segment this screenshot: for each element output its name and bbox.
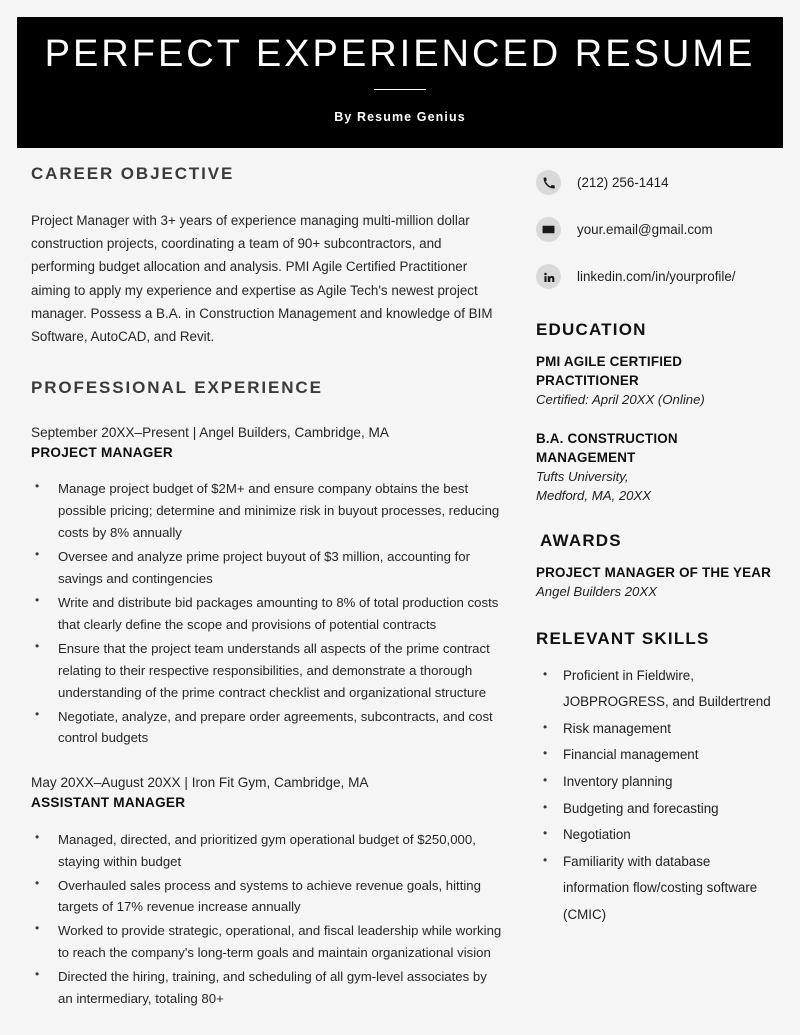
skill-item: • Budgeting and forecasting	[536, 796, 776, 823]
resume-body	[0, 148, 800, 1035]
job-bullet: • Oversee and analyze prime project buyout of $3 million, accounting for savings and contingencies	[31, 546, 503, 590]
education-entry	[536, 429, 776, 505]
experience-entry	[31, 773, 503, 1010]
job-meta: September 20XX–Present | Angel Builders, Cambridge, MA	[31, 425, 389, 441]
job-bullet: • Overhauled sales process and systems to achieve revenue goals, hitting targets of 17% revenue increase annually	[31, 875, 503, 919]
skill-item: • Financial management	[536, 742, 776, 769]
contact-linkedin[interactable]	[536, 264, 776, 289]
education-title: B.A. CONSTRUCTION MANAGEMENT	[536, 430, 678, 465]
job-meta: May 20XX–August 20XX | Iron Fit Gym, Cambridge, MA	[31, 775, 369, 791]
job-bullet-list	[31, 478, 503, 749]
contact-phone[interactable]	[536, 170, 776, 195]
email-address: your.email@gmail.com	[577, 221, 713, 237]
header-divider-rule	[374, 89, 426, 90]
job-title: PROJECT MANAGER	[31, 444, 173, 460]
relevant-skills-heading: RELEVANT SKILLS	[536, 628, 710, 648]
education-detail: Certified: April 20XX (Online)	[536, 392, 705, 408]
email-icon	[536, 217, 561, 242]
job-bullet: • Ensure that the project team understands all aspects of the prime contract relating to their respective responsibilities, and demonstrate a thorough understanding of the prime contract checklist and organizational structure	[31, 638, 503, 704]
phone-number: (212) 256-1414	[577, 174, 669, 190]
award-entry	[536, 563, 776, 601]
career-objective-heading: CAREER OBJECTIVE	[31, 164, 235, 183]
experience-entry	[31, 423, 503, 749]
education-entry	[536, 352, 776, 409]
education-detail: Medford, MA, 20XX	[536, 487, 652, 503]
resume-title: PERFECT EXPERIENCED RESUME	[44, 33, 756, 75]
skill-item: • Negotiation	[536, 822, 776, 849]
job-bullet: • Managed, directed, and prioritized gym operational budget of $250,000, staying within budget	[31, 829, 503, 873]
right-column	[536, 148, 776, 928]
job-bullet: • Manage project budget of $2M+ and ensure company obtains the best possible pricing; determine and minimize risk in buyout processes, reducing costs by 8% annually	[31, 478, 503, 544]
skill-item: • Inventory planning	[536, 769, 776, 796]
job-title: ASSISTANT MANAGER	[31, 795, 186, 811]
phone-icon	[536, 170, 561, 195]
professional-experience-heading: PROFESSIONAL EXPERIENCE	[31, 377, 323, 397]
skill-item: • Familiarity with database information flow/costing software (CMIC)	[536, 849, 776, 929]
career-objective-text: Project Manager with 3+ years of experience managing multi-million dollar construction projects, coordinating a team of 90+ subcontractors, and performing budget allocation and analysis. PMI Agile Certified Practitioner aiming to apply my experience and expertise as Agile Tech's newest project manager. Possess a B.A. in Construction Management and knowledge of BIM Software, AutoCAD, and Revit.	[31, 213, 493, 344]
skill-item: • Risk management	[536, 716, 776, 743]
contact-list	[536, 170, 776, 289]
left-column	[31, 148, 503, 1012]
award-detail: Angel Builders 20XX	[536, 584, 657, 600]
resume-byline: By Resume Genius	[334, 109, 466, 124]
education-title: PMI AGILE CERTIFIED PRACTITIONER	[536, 354, 683, 389]
linkedin-url: linkedin.com/in/yourprofile/	[577, 268, 736, 284]
education-detail: Tufts University,	[536, 468, 629, 484]
skills-list	[536, 663, 776, 928]
education-heading: EDUCATION	[536, 320, 647, 339]
linkedin-icon	[536, 264, 561, 289]
job-bullet-list	[31, 829, 503, 1010]
award-title: PROJECT MANAGER OF THE YEAR	[536, 565, 772, 581]
job-bullet: • Worked to provide strategic, operational, and fiscal leadership while working to reach the company's long-term goals and maintain organizational vision	[31, 920, 503, 964]
resume-header-banner	[17, 17, 783, 148]
skill-item: • Proficient in Fieldwire, JOBPROGRESS, and Buildertrend	[536, 663, 776, 716]
awards-heading: AWARDS	[540, 530, 622, 550]
job-bullet: • Directed the hiring, training, and scheduling of all gym-level associates by an intermediary, totaling 80+	[31, 966, 503, 1010]
job-bullet: • Write and distribute bid packages amounting to 8% of total production costs that clearly define the scope and provisions of potential contracts	[31, 592, 503, 636]
job-bullet: • Negotiate, analyze, and prepare order agreements, subcontracts, and cost control budgets	[31, 706, 503, 750]
contact-email[interactable]	[536, 217, 776, 242]
